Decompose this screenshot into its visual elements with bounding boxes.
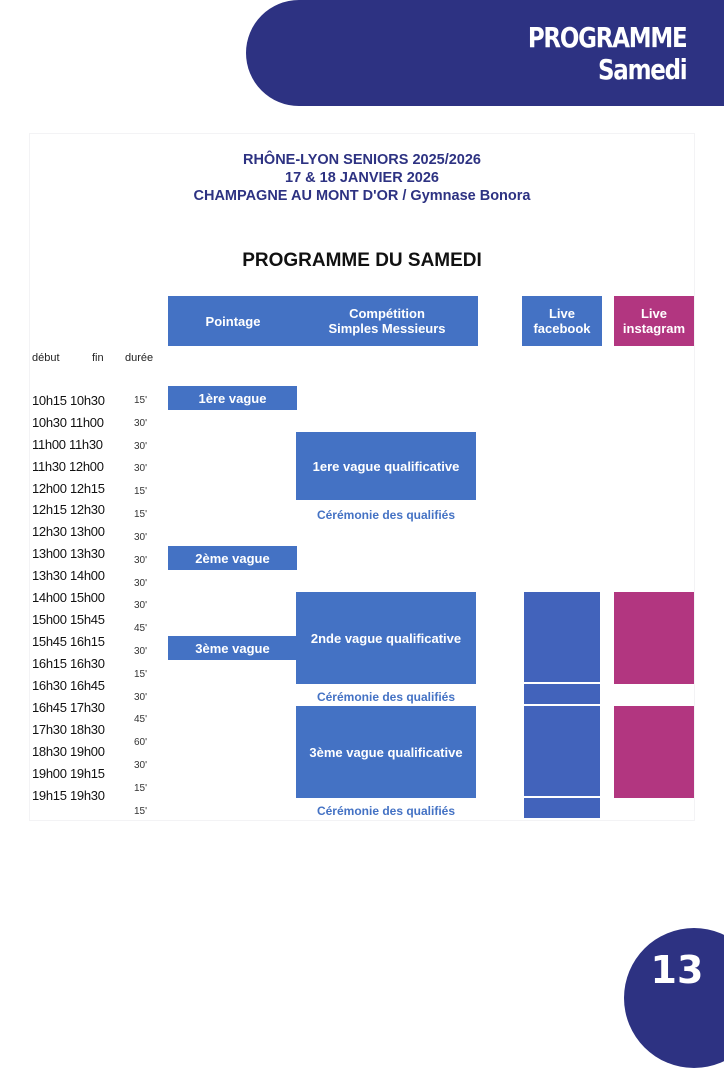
time-row: [32, 393, 105, 408]
time-fin: 13h00: [69, 524, 105, 539]
time-debut: 14h00: [32, 590, 67, 605]
time-fin: 14h00: [69, 568, 105, 583]
column-label-debut: début: [32, 352, 60, 364]
time-debut: 17h30: [32, 722, 67, 737]
time-debut: 16h45: [32, 700, 67, 715]
time-debut: 12h00: [32, 481, 67, 496]
time-debut: 19h15: [32, 788, 67, 803]
pointage-block-3: 3ème vague: [168, 636, 297, 660]
instagram-line-1: Live: [640, 306, 667, 321]
duration: 30': [134, 760, 148, 771]
time-row: [32, 546, 105, 561]
column-header-competition: [296, 296, 478, 346]
time-row: [32, 612, 105, 627]
time-fin: 16h15: [69, 634, 105, 649]
duration: 30': [134, 646, 148, 657]
time-fin: 10h30: [69, 393, 105, 408]
facebook-line-1: Live: [548, 306, 575, 321]
time-row: [32, 415, 104, 430]
time-fin: 11h00: [69, 415, 104, 430]
duration: 30': [134, 418, 148, 429]
time-fin: 19h30: [69, 788, 105, 803]
competition-line-2: Simples Messieurs: [328, 321, 446, 336]
duration: 30': [134, 692, 148, 703]
live-instagram-block: [614, 706, 694, 798]
time-row: [32, 678, 105, 693]
column-header-instagram: [614, 296, 694, 346]
duration: 60': [134, 737, 148, 748]
time-debut: 12h15: [32, 502, 67, 517]
duration: 45': [134, 623, 148, 634]
ceremony-label: Cérémonie des qualifiés: [316, 508, 456, 522]
time-fin: 18h30: [69, 722, 105, 737]
duration: 30': [134, 532, 148, 543]
ceremony-label: Cérémonie des qualifiés: [316, 690, 456, 704]
pointage-block-2: 2ème vague: [168, 546, 297, 570]
time-fin: 19h15: [69, 766, 105, 781]
time-row: [32, 766, 105, 781]
time-row: [32, 722, 105, 737]
time-debut: 15h45: [32, 634, 67, 649]
time-row: [32, 744, 105, 759]
duration: 15': [134, 669, 148, 680]
time-fin: 15h00: [69, 590, 105, 605]
event-dates: 17 & 18 JANVIER 2026: [285, 170, 439, 186]
time-debut: 13h30: [32, 568, 67, 583]
competition-block-3: 3ème vague qualificative: [296, 706, 476, 798]
time-debut: 16h15: [32, 656, 67, 671]
time-debut: 16h30: [32, 678, 67, 693]
time-row: [32, 590, 105, 605]
column-label-duree: durée: [125, 352, 154, 364]
time-row: [32, 437, 103, 452]
duration: 30': [134, 463, 148, 474]
time-fin: 11h30: [69, 437, 103, 452]
time-fin: 16h45: [69, 678, 105, 693]
time-debut: 18h30: [32, 744, 67, 759]
time-debut: 15h00: [32, 612, 67, 627]
time-fin: 19h00: [69, 744, 105, 759]
time-debut: 11h00: [32, 437, 66, 452]
time-row: [32, 502, 105, 517]
time-row: [32, 700, 105, 715]
ceremony-label: Cérémonie des qualifiés: [316, 804, 456, 818]
header-line-2: Samedi: [597, 53, 686, 86]
duration: 30': [134, 441, 148, 452]
time-fin: 12h30: [69, 502, 105, 517]
time-fin: 12h00: [69, 459, 104, 474]
time-row: [32, 481, 105, 496]
time-row: [32, 524, 105, 539]
time-fin: 16h30: [69, 656, 105, 671]
duration: 15': [134, 806, 148, 817]
duration: 15': [134, 395, 148, 406]
column-header-pointage: Pointage: [205, 313, 261, 329]
live-facebook-block: [524, 684, 600, 704]
column-header-facebook: [522, 296, 602, 346]
time-debut: 12h30: [32, 524, 67, 539]
time-fin: 17h30: [69, 700, 105, 715]
live-instagram-block: [614, 592, 694, 684]
column-label-fin: fin: [92, 352, 104, 364]
time-debut: 10h30: [32, 415, 67, 430]
page-number: 13: [650, 948, 704, 992]
event-name: RHÔNE-LYON SENIORS 2025/2026: [242, 152, 481, 168]
header-line-1: PROGRAMME: [527, 21, 686, 54]
duration: 30': [134, 555, 148, 566]
competition-block-2: 2nde vague qualificative: [296, 592, 476, 684]
duration: 15': [134, 783, 148, 794]
live-facebook-block: [524, 592, 600, 682]
time-debut: 10h15: [32, 393, 67, 408]
duration: 30': [134, 600, 148, 611]
live-facebook-block: [524, 706, 600, 796]
time-fin: 12h15: [69, 481, 105, 496]
time-debut: 19h00: [32, 766, 67, 781]
time-debut: 11h30: [32, 459, 66, 474]
time-debut: 13h00: [32, 546, 67, 561]
duration: 15': [134, 509, 148, 520]
time-row: [32, 568, 105, 583]
instagram-line-2: instagram: [622, 321, 686, 336]
time-row: [32, 459, 104, 474]
competition-line-1: Compétition: [349, 306, 425, 321]
page-header-title: [527, 22, 686, 86]
time-row: [32, 634, 105, 649]
program-title: PROGRAMME DU SAMEDI: [242, 250, 482, 271]
facebook-line-2: facebook: [533, 321, 591, 336]
pointage-block-1: 1ère vague: [168, 386, 297, 410]
duration: 45': [134, 714, 148, 725]
time-row: [32, 788, 105, 803]
event-location: CHAMPAGNE AU MONT D'OR / Gymnase Bonora: [193, 188, 531, 204]
time-fin: 15h45: [69, 612, 105, 627]
time-fin: 13h30: [69, 546, 105, 561]
time-row: [32, 656, 105, 671]
live-facebook-block: [524, 798, 600, 818]
competition-block-1: 1ere vague qualificative: [296, 432, 476, 500]
duration: 15': [134, 486, 148, 497]
duration: 30': [134, 578, 148, 589]
